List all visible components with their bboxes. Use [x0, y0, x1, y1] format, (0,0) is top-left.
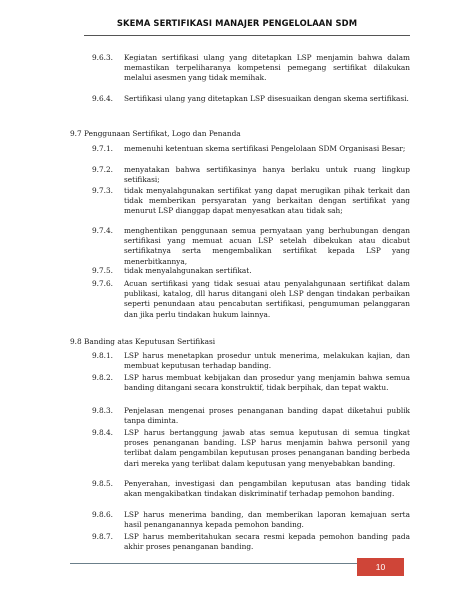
item-text: Acuan sertifikasi yang tidak sesuai atau penyalahgunaan sertifikat dalam publikasi, katalog, dll harus ditangani oleh LSP dengan tindakan perbaikan seperti penundaan atau pencabutan sertifikasi, pengumuman pelanggaran dan jika perlu tindakan hukum lainnya. — [124, 279, 410, 319]
item-number: 9.7.4. — [92, 226, 114, 235]
item-text: LSP harus membuat kebijakan dan prosedur yang menjamin bahwa semua banding ditangani secara konstruktif, tidak berpihak, dan tepat waktu. — [124, 373, 410, 393]
item-number: 9.7.2. — [92, 165, 114, 174]
item-text: memenuhi ketentuan skema sertifikasi Pengelolaan SDM Organisasi Besar; — [124, 144, 406, 153]
item-text: tidak menyalahgunakan sertifikat yang dapat merugikan pihak terkait dan tidak memberikan persyaratan yang berkaitan dengan sertifikat yang menurut LSP dianggap dapat menyesatkan atau tidak sah; — [124, 186, 410, 216]
item-text: LSP harus menetapkan prosedur untuk menerima, melakukan kajian, dan membuat keputusan terhadap banding. — [124, 351, 410, 371]
item-number: 9.6.4. — [92, 94, 114, 103]
item-number: 9.8.6. — [92, 510, 114, 519]
item-number: 9.8.3. — [92, 406, 114, 415]
item-text: LSP harus menerima banding, dan memberikan laporan kemajuan serta hasil penanganannya kepada pemohon banding. — [124, 510, 410, 530]
item-number: 9.8.5. — [92, 479, 114, 488]
item-number: 9.7.5. — [92, 266, 114, 275]
item-text: menghentikan penggunaan semua pernyataan yang berhubungan dengan sertifikasi yang memuat acuan LSP setelah dibekukan atau dicabut sertifikatnya serta mengembalikan sertifikat kepada LSP yang menerbitkannya, — [124, 226, 410, 266]
item-text: LSP harus memberitahukan secara resmi kepada pemohon banding pada akhir proses penanganan banding. — [124, 532, 410, 552]
section-heading: 9.7 Penggunaan Sertifikat, Logo dan Penanda — [70, 129, 241, 138]
item-text: menyatakan bahwa sertifikasinya hanya berlaku untuk ruang lingkup setifikasi; — [124, 165, 410, 185]
page-number-badge — [357, 558, 404, 576]
page-number: 10 — [375, 562, 386, 572]
item-number: 9.8.2. — [92, 373, 114, 382]
item-number: 9.8.1. — [92, 351, 114, 360]
section-heading: 9.8 Banding atas Keputusan Sertifikasi — [70, 337, 216, 346]
item-number: 9.7.3. — [92, 186, 114, 195]
item-text: LSP harus bertanggung jawab atas semua keputusan di semua tingkat proses penanganan banding. LSP harus menjamin bahwa personil yang terlibat dalam pengambilan keputusan proses penanganan banding berbeda dari mereka yang terlibat dalam keputusan yang menyebabkan banding. — [124, 428, 410, 468]
item-text: Penyerahan, investigasi dan pengambilan keputusan atas banding tidak akan mengakibatkan tindakan diskriminatif terhadap pemohon banding. — [124, 479, 410, 499]
item-text: Kegiatan sertifikasi ulang yang ditetapkan LSP menjamin bahwa dalam memastikan terpeliharanya kompetensi pemegang sertifikat dilakukan melalui asesmen yang tidak memihak. — [124, 53, 410, 83]
item-number: 9.8.4. — [92, 428, 114, 437]
footer-divider — [70, 563, 357, 564]
item-number: 9.8.7. — [92, 532, 114, 541]
item-text: tidak menyalahgunakan sertifikat. — [124, 266, 252, 275]
item-number: 9.7.6. — [92, 279, 114, 288]
item-number: 9.7.1. — [92, 144, 114, 153]
item-text: Penjelasan mengenai proses penanganan banding dapat diketahui publik tanpa diminta. — [124, 406, 410, 426]
item-number: 9.6.3. — [92, 53, 114, 62]
item-text: Sertifikasi ulang yang ditetapkan LSP disesuaikan dengan skema sertifikasi. — [124, 94, 409, 103]
page-header-title: SKEMA SERTIFIKASI MANAJER PENGELOLAAN SDM — [116, 18, 358, 28]
